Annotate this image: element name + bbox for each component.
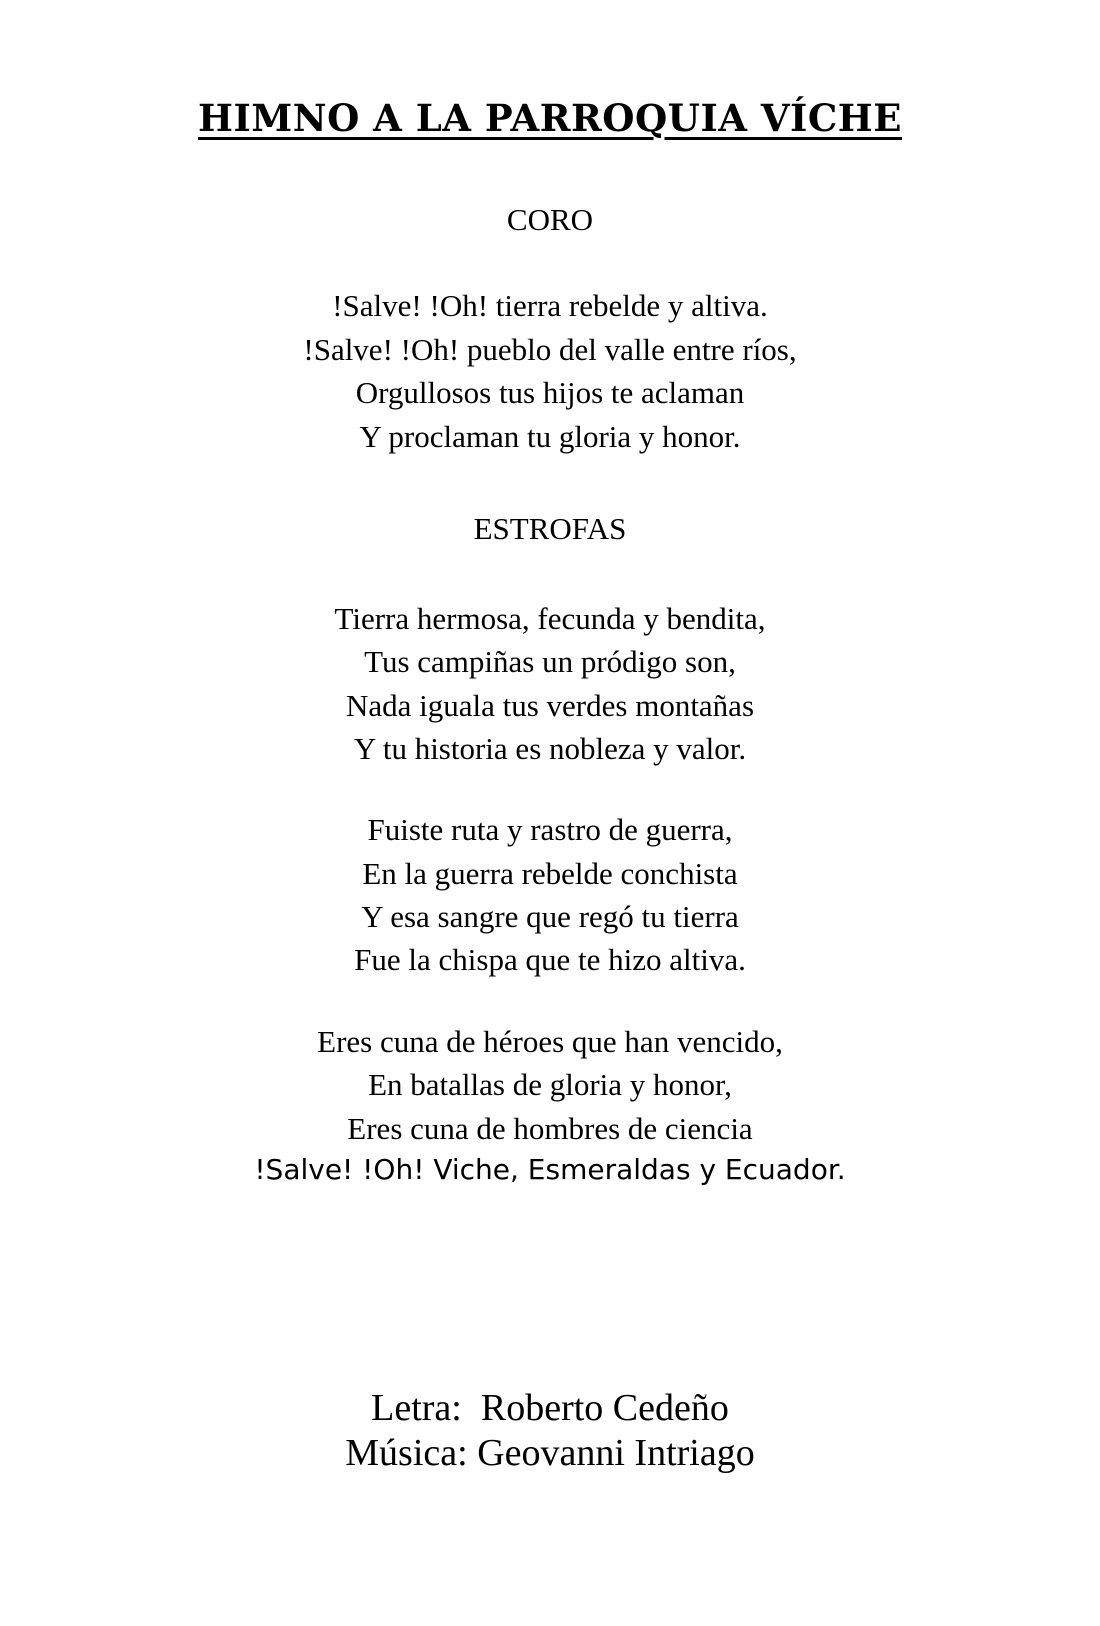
- coro-line-3: Orgullosos tus hijos te aclaman: [355, 375, 745, 411]
- coro-line-2: !Salve! !Oh! pueblo del valle entre ríos,: [303, 331, 797, 367]
- coro-line-1: !Salve! !Oh! tierra rebelde y altiva.: [332, 288, 768, 324]
- estrofa-2: [0, 770, 1100, 982]
- estrofa-2-line-4: Fue la chispa que te hizo altiva.: [354, 942, 746, 978]
- coro-stanza: [0, 239, 1100, 458]
- estrofa-1-line-2: Tus campiñas un pródigo son,: [364, 644, 736, 680]
- estrofa-3-line-3: Eres cuna de hombres de ciencia: [347, 1110, 753, 1146]
- estrofa-3: [0, 982, 1100, 1189]
- estrofa-1-line-4: Y tu historia es nobleza y valor.: [353, 730, 747, 766]
- credits-letra: Letra: Roberto Cedeño: [371, 1387, 729, 1430]
- estrofa-3-line-1: Eres cuna de héroes que han vencido,: [317, 1023, 783, 1059]
- estrofa-1: [0, 549, 1100, 771]
- page-title: HIMNO A LA PARROQUIA VÍCHE: [198, 96, 902, 140]
- estrofas-heading: ESTROFAS: [473, 511, 627, 546]
- estrofa-2-line-2: En la guerra rebelde conchista: [362, 855, 738, 891]
- credits: [0, 1189, 1100, 1476]
- estrofa-1-line-3: Nada iguala tus verdes montañas: [345, 687, 755, 723]
- estrofa-2-line-1: Fuiste ruta y rastro de guerra,: [367, 812, 733, 848]
- estrofa-3-line-2: En batallas de gloria y honor,: [368, 1067, 732, 1103]
- coro-heading: CORO: [506, 201, 594, 237]
- coro-line-4: Y proclaman tu gloria y honor.: [359, 418, 741, 454]
- estrofa-1-line-1: Tierra hermosa, fecunda y bendita,: [334, 600, 766, 636]
- estrofa-2-line-3: Y esa sangre que regó tu tierra: [361, 899, 739, 935]
- credits-musica: Música: Geovanni Intriago: [345, 1432, 755, 1475]
- estrofa-3-line-4: !Salve! !Oh! Viche, Esmeraldas y Ecuador.: [254, 1153, 846, 1187]
